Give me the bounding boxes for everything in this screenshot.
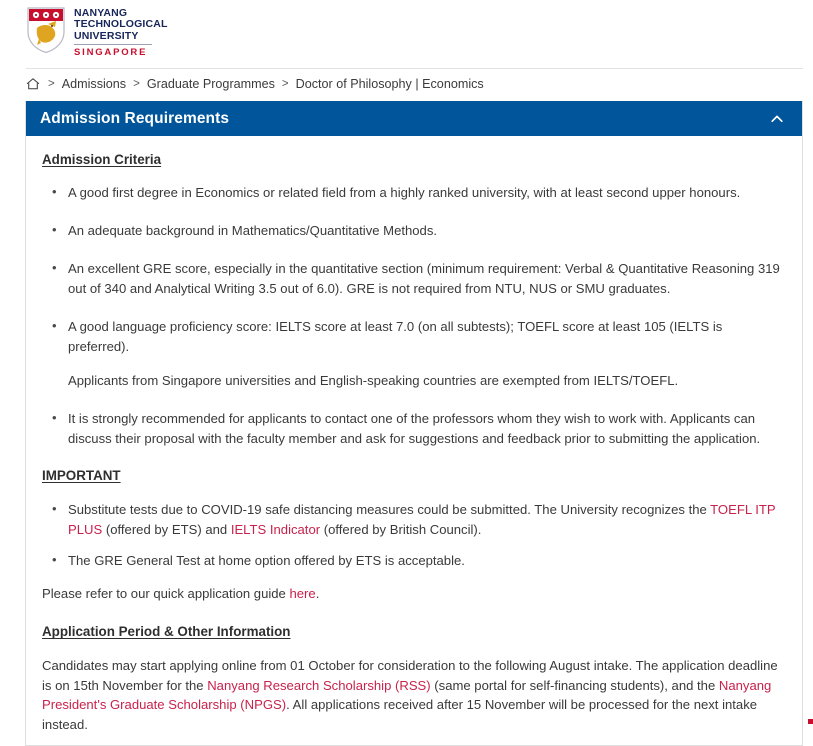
chevron-up-icon[interactable] [768,110,786,128]
breadcrumb-item-current: Doctor of Philosophy | Economics [295,77,484,91]
application-period-paragraph [42,656,784,736]
substitute-tests-text-1: Substitute tests due to COVID-19 safe distancing measures could be submitted. The University recognizes the [68,501,711,517]
breadcrumb-separator-1: > [48,78,55,90]
brand-line-1: NANYANG [74,7,128,19]
quick-guide-text-1: Please refer to our quick application guide [42,586,290,602]
breadcrumb-separator-3: > [281,78,289,90]
quick-guide-text-2: . [315,586,320,602]
panel-header-toggle[interactable] [26,101,802,136]
corner-accent-marker [808,719,813,724]
ielts-indicator-link[interactable]: IELTS Indicator [230,521,321,537]
quick-guide-line [42,584,784,604]
panel-title: Admission Requirements [40,109,230,127]
ntu-logo-wordmark [74,6,168,58]
home-icon[interactable] [26,77,40,91]
contact-professors-bullet: It is strongly recommended for applicants to contact one of the professors whom they wish to work with. Applicants can discuss their proposal with the faculty member and ask for suggestions and feedback prior to submitting the application. [68,410,761,446]
criteria-bullet-4: A good language proficiency score: IELTS score at least 7.0 (on all subtests); TOEFL score at least 105 (IELTS is preferred). [68,318,723,354]
ielts-exemption-note: Applicants from Singapore universities and English-speaking countries are exempted from IELTS/TOEFL. [68,372,679,388]
period-text-2: (same portal for self-financing students), and the [430,677,719,693]
ntu-shield-crest-icon [26,6,66,54]
ntu-logo[interactable] [26,6,813,58]
criteria-bullet-3: An excellent GRE score, especially in the quantitative section (minimum requirement: Verbal & Quantitative Reasoning 319 out of 340 and Analytical Writing 3.5 out of 6.0). GRE is not required from NTU, NUS or SMU graduates. [68,261,780,297]
breadcrumb-bar [26,68,803,97]
quick-application-guide-link[interactable]: here [289,586,316,602]
period-text-1: Candidates may start applying online from 01 October for consideration to the following August intake. The application deadline is on 15th November for the [42,657,778,693]
gre-at-home-bullet: The GRE General Test at home option offered by ETS is acceptable. [68,552,465,568]
application-period-heading: Application Period & Other Information [42,624,291,640]
brand-country: SINGAPORE [74,47,148,59]
list-item [42,409,784,449]
admission-criteria-heading: Admission Criteria [42,152,162,167]
substitute-tests-text-2: (offered by ETS) and [102,521,231,537]
list-item [42,551,784,571]
breadcrumb-separator-2: > [133,78,140,90]
criteria-bullet-2: An adequate background in Mathematics/Quantitative Methods. [68,223,438,239]
panel-body [26,136,802,745]
breadcrumb-item-graduate-programmes[interactable]: Graduate Programmes [146,77,275,91]
list-item [42,259,784,299]
breadcrumb-item-admissions[interactable]: Admissions [61,77,127,91]
admission-criteria-list [42,183,784,448]
list-item [42,183,784,203]
criteria-bullet-1: A good first degree in Economics or related field from a highly ranked university, with at least second upper honours. [68,185,741,201]
breadcrumb [26,77,803,91]
important-heading: IMPORTANT [42,468,121,484]
brand-line-2: TECHNOLOGICAL [74,18,168,31]
admission-requirements-panel [25,101,803,746]
site-masthead [0,0,813,62]
brand-divider [74,44,152,45]
npgs-scholarship-link[interactable]: Nanyang President's Graduate Scholarship (NPGS) [42,677,772,713]
list-item [42,221,784,241]
nanyang-research-scholarship-link[interactable]: Nanyang Research Scholarship (RSS) [207,677,431,693]
list-item [42,317,784,391]
important-list [42,500,784,571]
substitute-tests-text-3: (offered by British Council). [320,521,482,537]
list-item [42,500,784,540]
period-text-3: . All applications received after 15 November will be processed for the next intake instead. [42,697,758,733]
toefl-itp-plus-link[interactable]: TOEFL ITP PLUS [68,501,776,537]
brand-line-3: UNIVERSITY [74,29,139,42]
